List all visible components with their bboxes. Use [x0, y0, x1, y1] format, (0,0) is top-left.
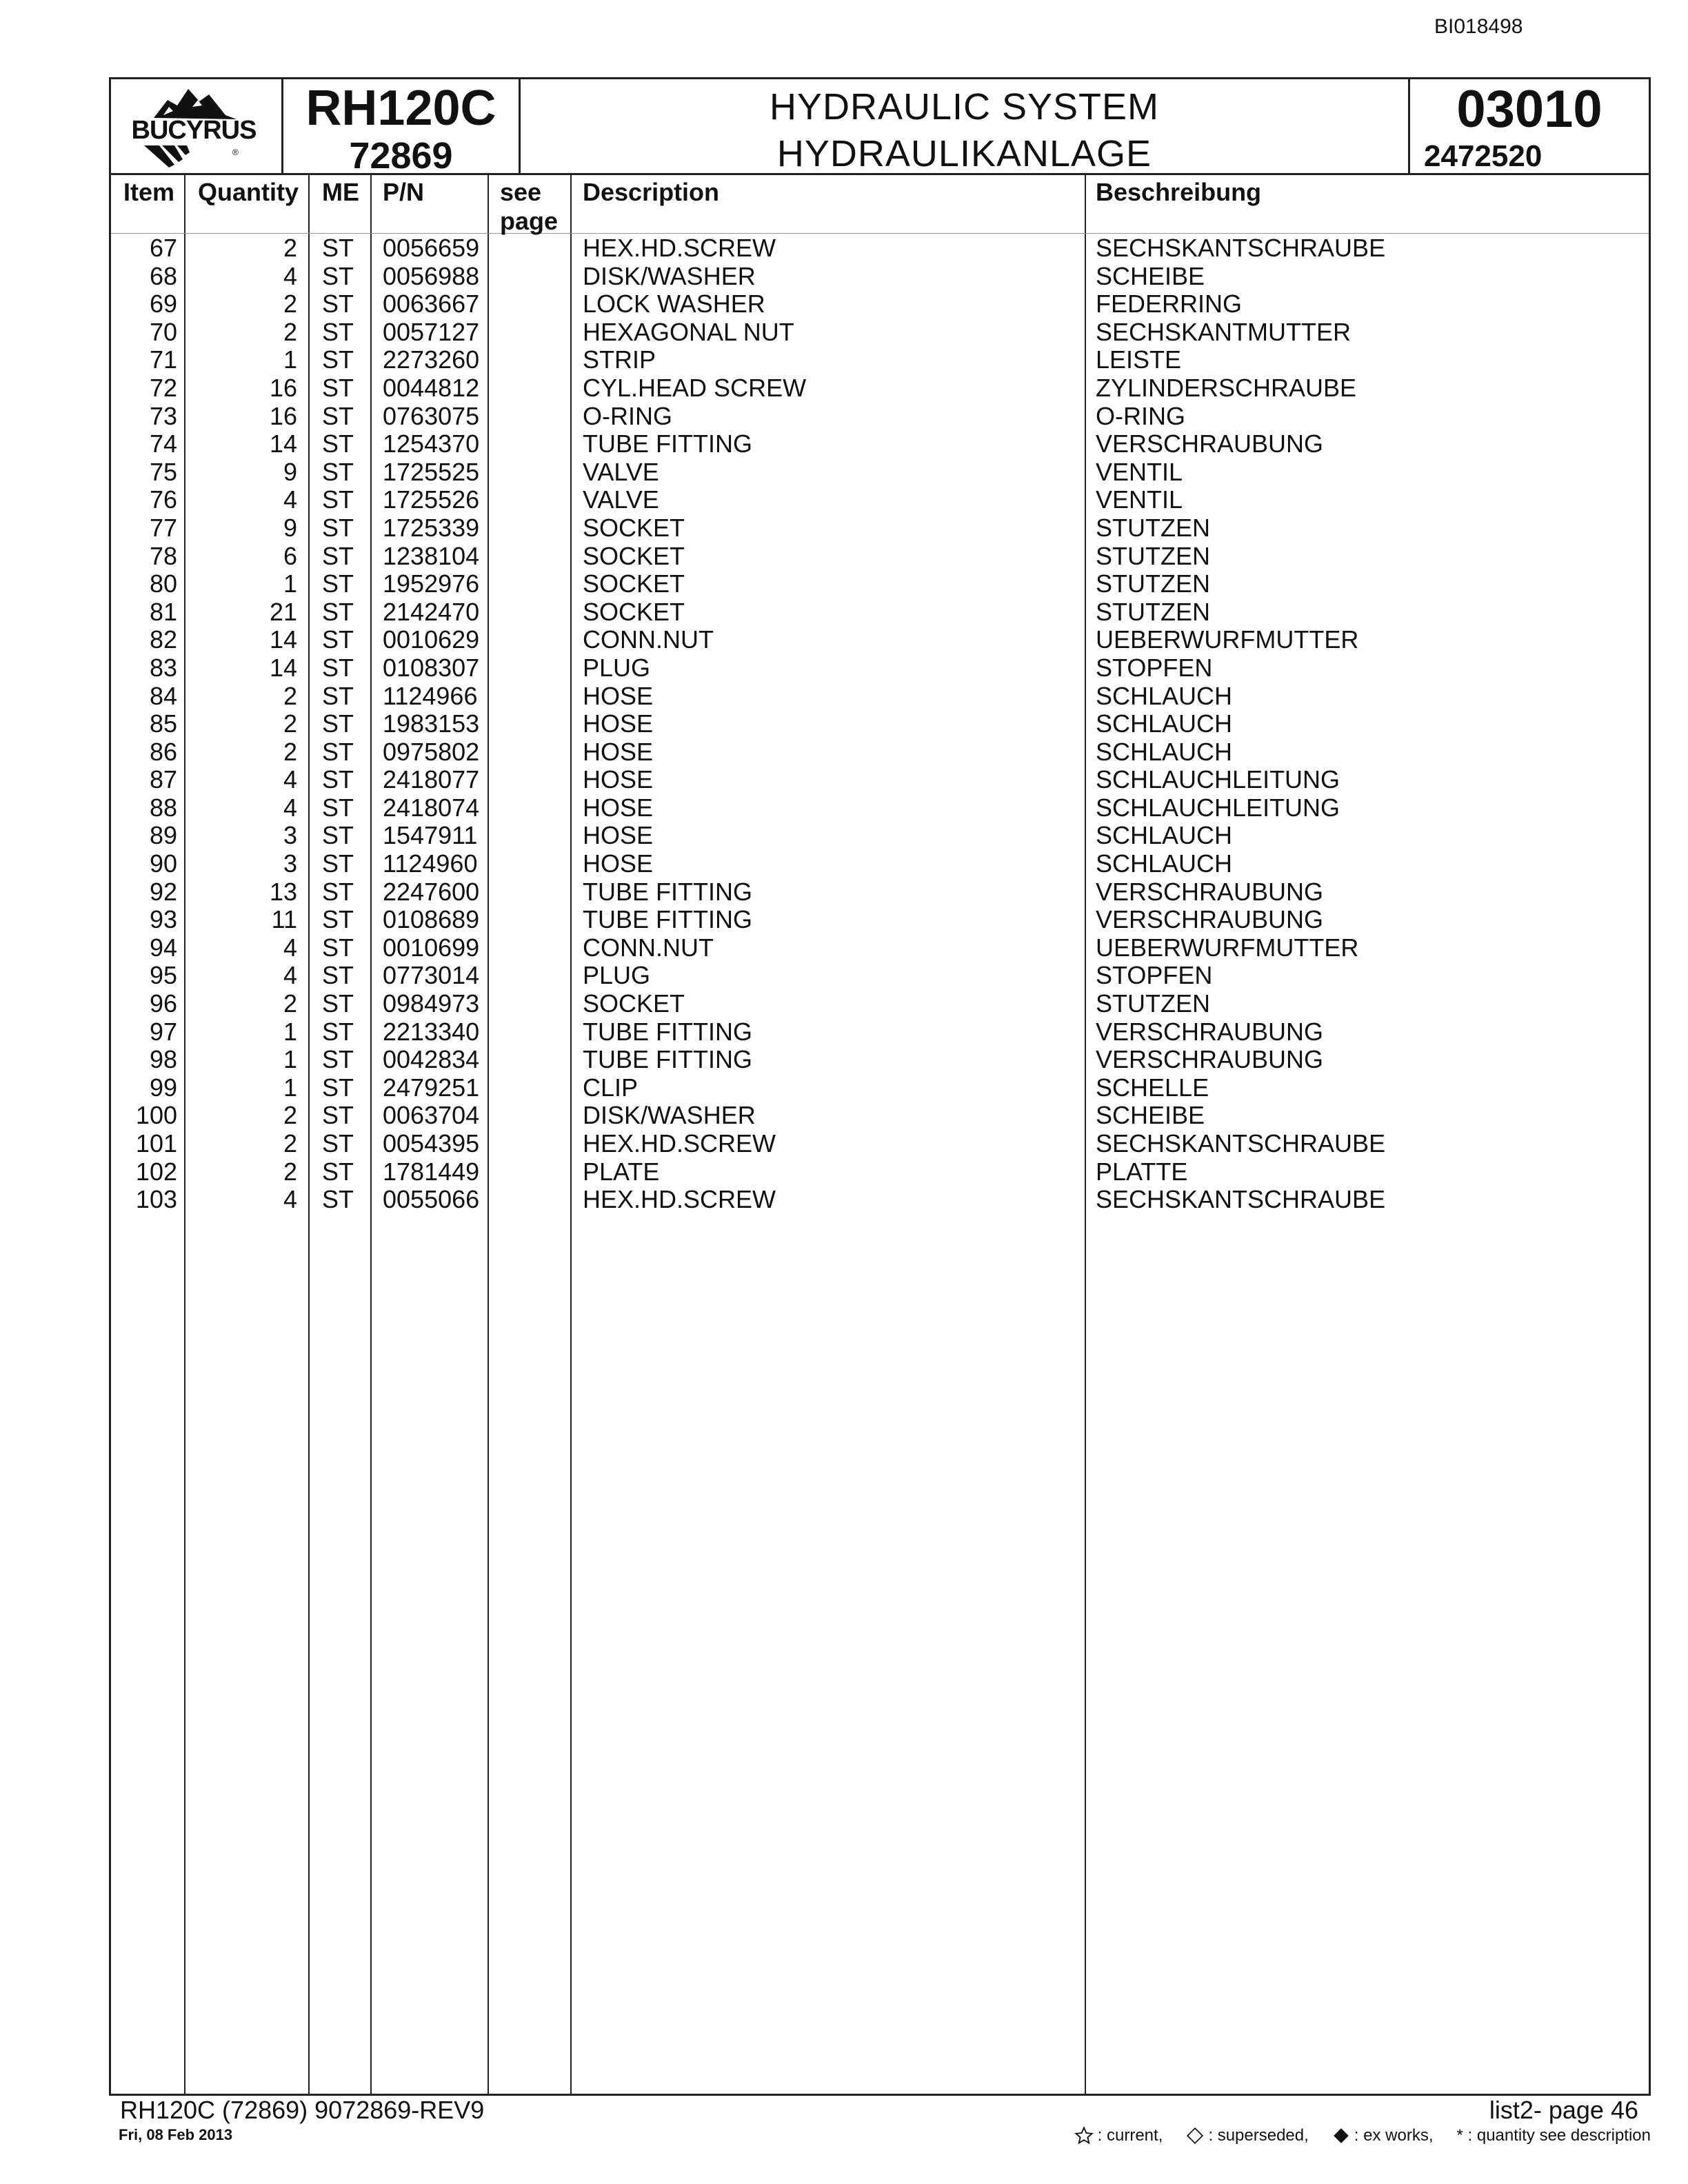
description-text: HOSE — [583, 737, 654, 766]
part-number: 1547911 — [383, 821, 478, 850]
me-value: ST — [322, 1073, 354, 1102]
part-number: 0044812 — [383, 373, 480, 402]
item-number: 87 — [149, 765, 177, 794]
item-number: 68 — [149, 261, 177, 290]
quantity-value: 13 — [269, 877, 297, 906]
description-text: HOSE — [583, 849, 654, 878]
part-number: 0763075 — [383, 401, 480, 430]
table-row — [111, 458, 1649, 487]
part-number: 0063704 — [383, 1101, 480, 1130]
part-number: 1725526 — [383, 485, 480, 514]
beschreibung-text: STUTZEN — [1096, 597, 1210, 626]
beschreibung-text: SECHSKANTSCHRAUBE — [1096, 234, 1386, 262]
part-number: 0108689 — [383, 905, 480, 934]
quantity-value: 4 — [283, 1185, 297, 1214]
part-number: 0984973 — [383, 989, 480, 1018]
me-value: ST — [322, 541, 354, 570]
quantity-value: 14 — [269, 653, 297, 682]
description-text: VALVE — [583, 485, 659, 514]
column-header-see-page-line2: page — [500, 207, 559, 235]
star-icon — [1074, 2126, 1094, 2145]
legend-ex-works: : ex works, — [1354, 2126, 1434, 2145]
me-value: ST — [322, 653, 354, 682]
table-row — [111, 543, 1649, 571]
quantity-value: 2 — [283, 1129, 297, 1157]
quantity-value: 4 — [283, 765, 297, 794]
description-text: CYL.HEAD SCREW — [583, 373, 807, 402]
table-row — [111, 710, 1649, 738]
description-text: LOCK WASHER — [583, 290, 765, 318]
item-number: 74 — [149, 429, 177, 458]
table-row — [111, 654, 1649, 682]
description-text: CONN.NUT — [583, 933, 714, 962]
item-number: 84 — [149, 681, 177, 710]
me-value: ST — [322, 905, 354, 934]
legend-current: : current, — [1097, 2126, 1163, 2145]
beschreibung-text: VERSCHRAUBUNG — [1096, 877, 1324, 906]
me-value: ST — [322, 457, 354, 486]
table-row — [111, 486, 1649, 514]
table-body — [111, 234, 1649, 1214]
description-text: HEX.HD.SCREW — [583, 1185, 776, 1214]
item-number: 69 — [149, 290, 177, 318]
part-number: 2479251 — [383, 1073, 480, 1102]
beschreibung-text: O-RING — [1096, 401, 1185, 430]
me-value: ST — [322, 234, 354, 262]
part-number: 2142470 — [383, 597, 480, 626]
item-number: 71 — [149, 345, 177, 374]
beschreibung-text: SCHLAUCH — [1096, 849, 1233, 878]
part-number: 2418077 — [383, 765, 480, 794]
table-row — [111, 990, 1649, 1018]
beschreibung-text: VERSCHRAUBUNG — [1096, 429, 1324, 458]
table-row — [111, 234, 1649, 263]
me-value: ST — [322, 290, 354, 318]
footer-date: Fri, 08 Feb 2013 — [119, 2126, 233, 2143]
part-number: 0063667 — [383, 290, 480, 318]
quantity-value: 2 — [283, 709, 297, 738]
column-header-beschreibung: Beschreibung — [1096, 178, 1262, 206]
part-number: 1254370 — [383, 429, 480, 458]
group-code: 2472520 — [1424, 139, 1543, 173]
group-number: 03010 — [1456, 80, 1602, 139]
item-number: 86 — [149, 737, 177, 766]
quantity-value: 2 — [283, 681, 297, 710]
quantity-value: 4 — [283, 793, 297, 822]
beschreibung-text: SCHLAUCHLEITUNG — [1096, 765, 1340, 794]
item-number: 80 — [149, 569, 177, 598]
title-english: HYDRAULIC SYSTEM — [769, 86, 1160, 128]
document-id: BI018498 — [1434, 15, 1523, 38]
table-row — [111, 346, 1649, 374]
table-row — [111, 850, 1649, 878]
item-number: 95 — [149, 961, 177, 990]
item-number: 92 — [149, 877, 177, 906]
me-value: ST — [322, 317, 354, 346]
beschreibung-text: VENTIL — [1096, 457, 1183, 486]
part-number: 0057127 — [383, 317, 480, 346]
part-number: 1725525 — [383, 457, 480, 486]
beschreibung-text: STUTZEN — [1096, 569, 1210, 598]
part-number: 0056659 — [383, 234, 480, 262]
description-text: SOCKET — [583, 541, 685, 570]
quantity-value: 1 — [283, 569, 297, 598]
me-value: ST — [322, 625, 354, 654]
quantity-value: 2 — [283, 989, 297, 1018]
quantity-value: 9 — [283, 513, 297, 542]
item-number: 75 — [149, 457, 177, 486]
part-number: 1238104 — [383, 541, 480, 570]
part-number: 0010629 — [383, 625, 480, 654]
beschreibung-text: UEBERWURFMUTTER — [1096, 933, 1359, 962]
diamond-filled-icon — [1332, 2127, 1350, 2145]
quantity-value: 3 — [283, 821, 297, 850]
item-number: 72 — [149, 373, 177, 402]
model-number: RH120C — [305, 81, 496, 136]
description-text: HEX.HD.SCREW — [583, 234, 776, 262]
me-value: ST — [322, 989, 354, 1018]
table-row — [111, 570, 1649, 598]
description-text: SOCKET — [583, 597, 685, 626]
description-text: HEXAGONAL NUT — [583, 317, 794, 346]
part-number: 2418074 — [383, 793, 480, 822]
diamond-outline-icon — [1186, 2127, 1204, 2145]
table-row — [111, 1186, 1649, 1214]
item-number: 82 — [149, 625, 177, 654]
description-text: PLATE — [583, 1157, 660, 1186]
quantity-value: 2 — [283, 1157, 297, 1186]
me-value: ST — [322, 261, 354, 290]
description-text: TUBE FITTING — [583, 877, 752, 906]
table-row — [111, 822, 1649, 850]
quantity-value: 1 — [283, 1017, 297, 1046]
quantity-value: 11 — [271, 905, 297, 934]
item-number: 73 — [149, 401, 177, 430]
quantity-value: 21 — [269, 597, 297, 626]
beschreibung-text: FEDERRING — [1096, 290, 1243, 318]
beschreibung-text: VERSCHRAUBUNG — [1096, 1045, 1324, 1074]
item-number: 101 — [135, 1129, 177, 1157]
item-number: 89 — [149, 821, 177, 850]
quantity-value: 4 — [283, 933, 297, 962]
quantity-value: 1 — [283, 1073, 297, 1102]
beschreibung-text: SECHSKANTSCHRAUBE — [1096, 1185, 1386, 1214]
description-text: PLUG — [583, 961, 651, 990]
me-value: ST — [322, 429, 354, 458]
me-value: ST — [322, 1157, 354, 1186]
part-number: 0056988 — [383, 261, 480, 290]
quantity-value: 3 — [283, 849, 297, 878]
quantity-value: 6 — [283, 541, 297, 570]
table-row — [111, 878, 1649, 907]
table-row — [111, 430, 1649, 458]
quantity-value: 2 — [283, 737, 297, 766]
me-value: ST — [322, 597, 354, 626]
beschreibung-text: SCHLAUCH — [1096, 681, 1233, 710]
me-value: ST — [322, 709, 354, 738]
me-value: ST — [322, 961, 354, 990]
beschreibung-text: VERSCHRAUBUNG — [1096, 1017, 1324, 1046]
table-row — [111, 1102, 1649, 1130]
item-number: 78 — [149, 541, 177, 570]
table-row — [111, 318, 1649, 347]
footer-revision: RH120C (72869) 9072869-REV9 — [120, 2096, 485, 2124]
quantity-value: 14 — [269, 429, 297, 458]
part-number: 0108307 — [383, 653, 480, 682]
part-number: 1725339 — [383, 513, 480, 542]
me-value: ST — [322, 1101, 354, 1130]
legend-superseded: : superseded, — [1208, 2126, 1309, 2145]
table-row — [111, 263, 1649, 291]
me-value: ST — [322, 401, 354, 430]
me-value: ST — [322, 821, 354, 850]
quantity-value: 4 — [283, 961, 297, 990]
group-cell — [1410, 79, 1649, 173]
quantity-value: 2 — [283, 317, 297, 346]
me-value: ST — [322, 933, 354, 962]
part-number: 0773014 — [383, 961, 480, 990]
quantity-value: 2 — [283, 234, 297, 262]
item-number: 99 — [149, 1073, 177, 1102]
quantity-value: 16 — [269, 401, 297, 430]
part-number: 1781449 — [383, 1157, 480, 1186]
me-value: ST — [322, 485, 354, 514]
part-number: 1983153 — [383, 709, 480, 738]
beschreibung-text: STOPFEN — [1096, 653, 1213, 682]
title-cell — [521, 79, 1410, 173]
description-text: HOSE — [583, 793, 654, 822]
table-row — [111, 403, 1649, 431]
description-text: SOCKET — [583, 569, 685, 598]
me-value: ST — [322, 513, 354, 542]
beschreibung-text: SCHLAUCHLEITUNG — [1096, 793, 1340, 822]
description-text: HOSE — [583, 709, 654, 738]
column-header-quantity: Quantity — [198, 178, 299, 206]
item-number: 81 — [149, 597, 177, 626]
svg-text:®: ® — [232, 148, 239, 157]
item-number: 98 — [149, 1045, 177, 1074]
beschreibung-text: VENTIL — [1096, 485, 1183, 514]
table-row — [111, 374, 1649, 403]
item-number: 90 — [149, 849, 177, 878]
description-text: VALVE — [583, 457, 659, 486]
part-number: 0054395 — [383, 1129, 480, 1157]
quantity-value: 2 — [283, 1101, 297, 1130]
description-text: CLIP — [583, 1073, 639, 1102]
quantity-value: 4 — [283, 485, 297, 514]
part-number: 2273260 — [383, 345, 480, 374]
description-text: CONN.NUT — [583, 625, 714, 654]
description-text: TUBE FITTING — [583, 1017, 752, 1046]
footer-legend — [1074, 2126, 1651, 2145]
part-number: 0010699 — [383, 933, 480, 962]
beschreibung-text: VERSCHRAUBUNG — [1096, 905, 1324, 934]
part-number: 1124966 — [383, 681, 478, 710]
table-row — [111, 794, 1649, 822]
legend-quantity: * : quantity see description — [1456, 2126, 1651, 2145]
part-number: 2247600 — [383, 877, 480, 906]
quantity-value: 1 — [283, 1045, 297, 1074]
me-value: ST — [322, 765, 354, 794]
description-text: TUBE FITTING — [583, 905, 752, 934]
me-value: ST — [322, 877, 354, 906]
beschreibung-text: SCHLAUCH — [1096, 821, 1233, 850]
beschreibung-text: STUTZEN — [1096, 513, 1210, 542]
table-row — [111, 290, 1649, 318]
table-row — [111, 514, 1649, 543]
table-row — [111, 626, 1649, 654]
item-number: 85 — [149, 709, 177, 738]
beschreibung-text: SCHLAUCH — [1096, 737, 1233, 766]
bucyrus-logo — [111, 79, 279, 173]
me-value: ST — [322, 737, 354, 766]
me-value: ST — [322, 1017, 354, 1046]
table-row — [111, 1130, 1649, 1158]
column-header-see-page-line1: see — [500, 178, 542, 206]
me-value: ST — [322, 1045, 354, 1074]
description-text: TUBE FITTING — [583, 1045, 752, 1074]
quantity-value: 16 — [269, 373, 297, 402]
table-header — [111, 175, 1649, 234]
description-text: DISK/WASHER — [583, 261, 756, 290]
description-text: HEX.HD.SCREW — [583, 1129, 776, 1157]
beschreibung-text: STUTZEN — [1096, 541, 1210, 570]
beschreibung-text: SCHELLE — [1096, 1073, 1209, 1102]
me-value: ST — [322, 681, 354, 710]
title-german: HYDRAULIKANLAGE — [776, 133, 1152, 174]
me-value: ST — [322, 1185, 354, 1214]
me-value: ST — [322, 793, 354, 822]
beschreibung-text: SCHLAUCH — [1096, 709, 1233, 738]
description-text: HOSE — [583, 821, 654, 850]
item-number: 76 — [149, 485, 177, 514]
beschreibung-text: SECHSKANTMUTTER — [1096, 317, 1352, 346]
logo-cell — [111, 79, 283, 173]
item-number: 94 — [149, 933, 177, 962]
part-number: 1952976 — [383, 569, 480, 598]
table-row — [111, 1018, 1649, 1046]
description-text: HOSE — [583, 681, 654, 710]
table-row — [111, 962, 1649, 990]
item-number: 67 — [149, 234, 177, 262]
part-number: 1124960 — [383, 849, 478, 878]
me-value: ST — [322, 345, 354, 374]
description-text: SOCKET — [583, 989, 685, 1018]
column-header-description: Description — [583, 178, 720, 206]
quantity-value: 1 — [283, 345, 297, 374]
description-text: SOCKET — [583, 513, 685, 542]
me-value: ST — [322, 373, 354, 402]
svg-text:BUCYRUS: BUCYRUS — [131, 116, 257, 145]
model-cell — [283, 79, 521, 176]
beschreibung-text: SECHSKANTSCHRAUBE — [1096, 1129, 1386, 1157]
me-value: ST — [322, 569, 354, 598]
item-number: 96 — [149, 989, 177, 1018]
beschreibung-text: SCHEIBE — [1096, 1101, 1205, 1130]
quantity-value: 9 — [283, 457, 297, 486]
item-number: 102 — [135, 1157, 177, 1186]
description-text: PLUG — [583, 653, 651, 682]
description-text: TUBE FITTING — [583, 429, 752, 458]
column-header-see-page — [500, 178, 558, 236]
table-row — [111, 1158, 1649, 1186]
beschreibung-text: SCHEIBE — [1096, 261, 1205, 290]
description-text: HOSE — [583, 765, 654, 794]
parts-table — [109, 175, 1651, 2096]
description-text: DISK/WASHER — [583, 1101, 756, 1130]
footer-page: list2- page 46 — [1489, 2096, 1638, 2124]
item-number: 83 — [149, 653, 177, 682]
description-text: STRIP — [583, 345, 656, 374]
part-number: 2213340 — [383, 1017, 480, 1046]
item-number: 97 — [149, 1017, 177, 1046]
part-number: 0042834 — [383, 1045, 480, 1074]
item-number: 93 — [149, 905, 177, 934]
table-row — [111, 682, 1649, 711]
beschreibung-text: STOPFEN — [1096, 961, 1213, 990]
quantity-value: 4 — [283, 261, 297, 290]
table-row — [111, 1074, 1649, 1102]
quantity-value: 14 — [269, 625, 297, 654]
table-row — [111, 906, 1649, 934]
table-row — [111, 1046, 1649, 1074]
beschreibung-text: LEISTE — [1096, 345, 1182, 374]
item-number: 88 — [149, 793, 177, 822]
beschreibung-text: ZYLINDERSCHRAUBE — [1096, 373, 1357, 402]
quantity-value: 2 — [283, 290, 297, 318]
item-number: 100 — [135, 1101, 177, 1130]
me-value: ST — [322, 849, 354, 878]
column-header-me: ME — [322, 178, 359, 206]
table-row — [111, 598, 1649, 627]
column-header-pn: P/N — [383, 178, 425, 206]
serial-number: 72869 — [349, 135, 453, 176]
beschreibung-text: UEBERWURFMUTTER — [1096, 625, 1359, 654]
item-number: 77 — [149, 513, 177, 542]
table-row — [111, 738, 1649, 767]
table-row — [111, 766, 1649, 794]
table-row — [111, 934, 1649, 962]
part-number: 0975802 — [383, 737, 480, 766]
me-value: ST — [322, 1129, 354, 1157]
item-number: 103 — [135, 1185, 177, 1214]
part-number: 0055066 — [383, 1185, 480, 1214]
column-header-item: Item — [123, 178, 175, 206]
beschreibung-text: PLATTE — [1096, 1157, 1188, 1186]
header-band — [109, 77, 1651, 175]
description-text: O-RING — [583, 401, 672, 430]
beschreibung-text: STUTZEN — [1096, 989, 1210, 1018]
item-number: 70 — [149, 317, 177, 346]
